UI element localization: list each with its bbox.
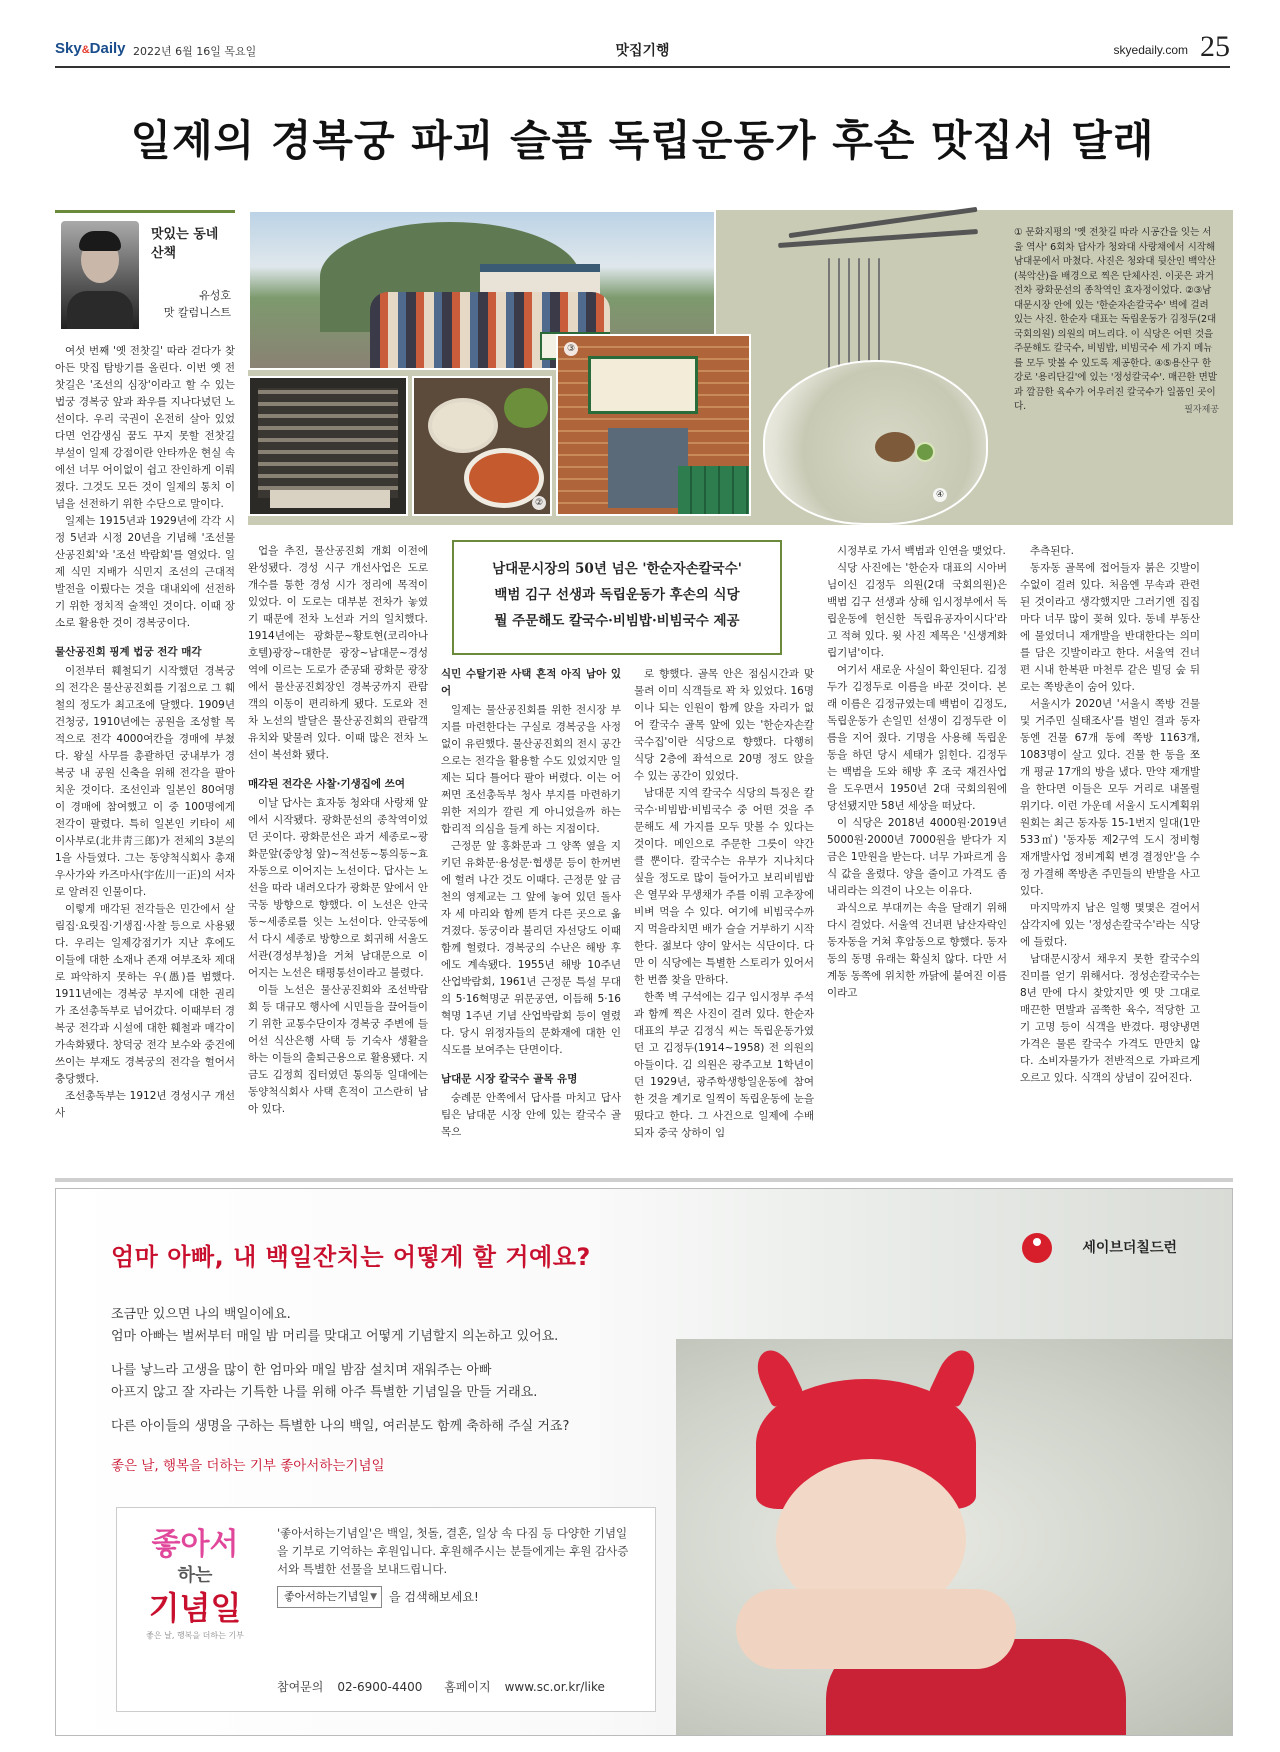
ad-body-line: 아프지 않고 잘 자라는 기특한 나를 위해 아주 특별한 기념일을 만들 거래요. [111, 1385, 538, 1400]
article-paragraph: 이렇게 매각된 전각들은 민간에서 살림집·요릿집·기생집·사찰 등으로 사용됐다. 우리는 일제강점기가 지난 후에도 이들에 대한 소재나 존재 여부조차 제대로 파악하지 못하는 우(愚)를 범했다. 1911년에는 경복궁 부지에 대한 권리가 조선총독부로 넘어갔다. 이때부터 경복궁 전각과 시설에 대한 훼철과 매각이 가속화됐다. 창덕궁 전각 보수와 중건에 쓰이는 부재도 경복궁의 전각을 헐어서 충당했다. [55, 903, 235, 1085]
website-link[interactable]: www.sc.or.kr/like [504, 1680, 605, 1694]
ad-brand: 세이브더칠드런 [1082, 1240, 1177, 1256]
page-number: 25 [1200, 30, 1230, 63]
article-paragraph: 이전부터 훼철되기 시작했던 경복궁의 전각은 물산공진회를 기점으로 그 훼철의 정도가 최고조에 달했다. 1909년 건청궁, 1910년에는 공원을 조성할 목적으로 전각 4000여칸을 경매에 부쳤다. 왕실 사무를 총괄하던 궁내부가 경복궁 내 공원 신축을 위해 전각을 팔아 치운 것이다. 조선인과 일본인 80여명이 경매에 참여했고 이 중 100명에게 전각이 팔렸다. 특히 일본인 키타이 세이사부로(北井靑三郎)가 전체의 3분의 1을 사들였다. 그는 동양척식회사 총재 우사가와 카즈마사(宇佐川一正)의 서자로 알려진 인물이다. [55, 665, 235, 898]
subheadline-box [452, 540, 782, 655]
columnist-role: 맛 칼럼니스트 [163, 306, 231, 319]
article-paragraph: 일제는 1915년과 1929년에 각각 시정 5년과 시정 20년을 기념해 '조선물산공진회'와 '조선 박람회'를 열었다. 일제 식민 지배가 식민지 조선의 근대적 발전을 이뤘다는 것을 대내외에 선전하기 위한 정치적 술책인 것이다. 이때 장소로 활용한 것이 경복궁이다. [55, 515, 235, 629]
logo-daily: Daily [89, 40, 126, 57]
search-box-value: 좋아서하는기념일 [284, 1590, 370, 1603]
columnist-photo [61, 221, 139, 329]
ad-tagline: 좋은 날, 행복을 더하는 기부 좋아서하는기념일 [111, 1458, 385, 1474]
article-paragraph: 과식으로 부대끼는 속을 달래기 위해 다시 걸었다. 서울역 건너편 남산자락인 동자동을 거쳐 후암동으로 향했다. 동자동의 동명 유래는 확실치 않다. 다만 서계동 동쪽에 위치한 까닭에 붙여진 이름이라고 [827, 902, 1007, 999]
article-column-5 [827, 543, 1007, 1166]
restaurant-front-photo [556, 334, 751, 516]
photo-number: ④ [933, 488, 947, 502]
campaign-logo-slogan: 좋은 날, 행복을 더하는 기부 [146, 1631, 244, 1640]
campaign-logo-line: 좋아서 [151, 1527, 239, 1562]
noodle-bowl-photo [763, 360, 988, 525]
article-subheading: 매각된 전각은 사찰·기생집에 쓰여 [248, 778, 405, 790]
article-paragraph: 일제는 물산공진회를 위한 전시장 부지를 마련한다는 구실로 경복궁을 사정없이 유린했다. 물산공진회의 전시 공간으로는 전각을 활용할 수도 있었지만 일제는 되다 틀어다 팔아 버렸다. 이는 어쩌면 조선총독부 청사 부지를 마련하기 위한 저의가 깔린 게 아니었을까 하는 합리적 의심을 들게 하는 지점이다. [441, 704, 621, 835]
ad-body-line: 다른 아이들의 생명을 구하는 특별한 나의 백일, 여러분도 함께 축하해 주실 거죠? [111, 1419, 570, 1434]
columnist-box [55, 210, 235, 334]
photo-credit: 필자제공 [1184, 405, 1219, 415]
ad-body-line: 나를 낳느라 고생을 많이 한 엄마와 매일 밤잠 설치며 재워주는 아빠 [111, 1363, 492, 1378]
baby-photo [676, 1339, 1233, 1736]
ad-body-line: 조금만 있으면 나의 백일이에요. [111, 1307, 291, 1322]
ad-title: 엄마 아빠, 내 백일잔치는 어떻게 할 거예요? [111, 1243, 591, 1271]
article-paragraph: 여섯 번째 '옛 전찻길' 따라 걷다가 찾아든 맛집 탐방기를 올린다. 이번 옛 전찻길은 '조선의 심장'이라고 할 수 있는 법궁 경복궁 앞과 좌우를 지나다녔던 노선이다. 우리 국권이 온전히 살아 있었다면 언감생심 꿈도 꾸지 못할 전찻길 부설이 일제 강점이란 안타까운 현실 속에선 너무 어이없이 쉽고 잔인하게 이뤄졌다. 그것도 모든 것이 일제의 통치 이념을 선전하기 위한 수단으로 말이다. [55, 345, 235, 510]
article-paragraph: 조선총독부는 1912년 경성시구 개선사 [55, 1090, 235, 1119]
article-paragraph: 추측된다. [1030, 545, 1074, 557]
phone-label: 참여문의 [277, 1680, 324, 1694]
photo-caption: ① 문화지평의 '옛 전찻길 따라 시공간을 잇는 서울 역사' 6회차 답사가 청와대 사랑채에서 시작해 남대문에서 마쳤다. 사진은 청와대 뒷산인 백악산(북악산)을 배경으로 찍은 단체사진. 이곳은 과거 전차 광화문선의 종착역인 효자정이었다. ②③남대문시장 안에 있는 '한순자손칼국수' 벽에 걸려 있는 사진. 한순자 대표는 독립운동가 김정두(2대 국회의원) 의원의 며느리다. 이 식당은 어떤 것을 주문해도 칼국수, 비빔밥, 비빔국수 세 가지 메뉴를 모두 맛볼 수 있도록 제공한다. ④⑤용산구 한강로 '용리단길'에 있는 '정성칼국수'. 매끈한 면발과 깔끔한 육수가 어우러진 칼국수가 일품인 곳이다. [1014, 227, 1217, 412]
article-paragraph: 근정문 앞 홍화문과 그 양쪽 옆을 지키던 유화문·용성문·협생문 등이 한꺼번에 헐려 나간 것도 이때다. 근정문 앞 금천의 영제교는 그 앞에 놓여 있던 돌사자 세 마리와 함께 뜯겨 다른 곳으로 옮겨졌다. 동궁이라 불리던 자선당도 이때 함께 헐렸다. 경복궁의 수난은 해방 후에도 계속됐다. 1955년 해방 10주년 산업박람회, 1961년 근정문 특설 무대의 5·16혁명군 위문공연, 이듬해 5·16혁명 1주년 기념 산업박람회 등이 열렸다. 당시 위정자들의 문화재에 대한 인식도를 보여주는 단면이다. [441, 840, 621, 1056]
site-url[interactable]: skyedaily.com [1113, 43, 1188, 57]
article-subheading: 남대문 시장 칼국수 골목 유명 [441, 1073, 578, 1085]
article-subheading: 식민 수탈기관 사택 흔적 아직 남아 있어 [441, 668, 621, 697]
article-column-1 [55, 343, 235, 1166]
article-paragraph: 숭례문 안쪽에서 답사를 마치고 답사팀은 남대문 시장 안에 있는 칼국수 골목으 [441, 1092, 621, 1138]
food-photo [412, 376, 552, 516]
photo-number: ② [532, 496, 546, 510]
ad-separator [55, 1178, 1233, 1182]
article-column-6 [1020, 543, 1200, 1166]
article-paragraph: 마지막까지 남은 일행 몇몇은 걸어서 삼각지에 있는 '정성손칼국수'라는 식당에 들렀다. [1020, 902, 1200, 948]
article-paragraph: 이들 노선은 물산공진회와 조선박람회 등 대규모 행사에 시민들을 끌어들이기 위한 교통수단이자 경복궁 주변에 들어선 식산은행 사택 등 기숙사 생활을 하는 이들의 출퇴근용으로 활용됐다. 지금도 김정희 집터였던 통의동 일대에는 동양척식회사 사택 흔적이 고스란히 남아 있다. [248, 984, 428, 1115]
publication-date: 2022년 6월 16일 목요일 [133, 45, 257, 58]
article-paragraph: 이 식당은 2018년 4000원·2019년 5000원·2000년 7000원을 받다가 지금은 1만원을 받는다. 너무 가파르게 음식 값을 올렸다. 양을 줄이고 가격도 좀 내리라는 의견이 나오는 이유다. [827, 817, 1007, 897]
logo-amp: & [81, 44, 90, 56]
article-paragraph: 업을 추진, 물산공진회 개회 이전에 완성됐다. 경성 시구 개선사업은 도로 개수를 통한 경성 시가 정리에 목적이 있었다. 이 도로는 대부분 전차가 놓였기 때문에 전차 노선과 거의 일치했다. 1914년에는 광화문~황토현(코리아나호텔)광장~대한문 광장~남대문~경성역에 이르는 도로가 준공돼 광화문 광장에서 물산공진회장인 경복궁까지 관람객의 이동이 편리하게 됐다. 도로와 전차 노선의 발달은 물산공진회의 관람객 유치와 맞물려 있다. 이때 많은 전차 노선이 복선화 됐다. [248, 545, 428, 761]
search-instruction: 을 검색해보세요! [389, 1590, 479, 1604]
article-paragraph: 남대문시장서 채우지 못한 칼국수의 진미를 얻기 위해서다. 정성손칼국수는 8년 만에 다시 찾았지만 옛 맛 그대로 매끈한 면발과 곰쭉한 육수, 적당한 고기 고명 등이 식객을 반겼다. 평양냉면 가격은 물론 칼국수 가격도 만만치 않다. 소비자물가가 전반적으로 가파르게 오르고 있다. 식객의 상념이 깊어진다. [1020, 953, 1200, 1084]
save-the-children-logo-icon [1022, 1233, 1052, 1263]
campaign-logo-line: 하는 [177, 1565, 213, 1586]
article-paragraph: 로 향했다. 골목 안은 점심시간과 맞물려 이미 식객들로 꽉 차 있었다. 16명이나 되는 인원이 함께 앉을 자리가 없어 칼국수 골목 앞에 있는 '한순자손칼국수집'이란 식당으로 향했다. 다행히 식당 2층에 좌석으로 20명 정도 앉을 수 있는 공간이 있었다. [634, 668, 814, 782]
logo-sky: Sky [55, 40, 82, 57]
columnist-name: 유성호 [199, 289, 231, 302]
article-paragraph: 동자동 골목에 접어들자 붉은 깃발이 수없이 걸려 있다. 처음엔 무속과 관련된 것이라고 생각했지만 그러기엔 집집마다 너무 많이 꽂혀 있다. 동네 부동산에 물었더니 재개발을 반대한다는 의미를 담은 깃발이라고 한다. 서울역 건너편 시내 한복판 마천루 같은 빌딩 숲 뒤로는 쪽방촌이 숨어 있다. [1020, 562, 1200, 693]
article-subheading: 물산공진회 핑계 법궁 전각 매각 [55, 646, 202, 658]
article-paragraph: 이날 답사는 효자동 청와대 사랑채 앞에서 시작됐다. 광화문선의 종착역이었던 곳이다. 광화문선은 과거 세종로~광화문앞(중앙청 앞)~적선동~통의동~효자동으로 이어지는 노선이다. 답사는 노선을 따라 내려오다가 광화문 앞에서 안국동 방향으로 향했다. 이 노선은 안국동~세종로를 잇는 노선이다. 안국동에서 다시 세종로 방향으로 회귀해 서울도서관(경성부청)을 거쳐 남대문으로 이어지는 노선은 태평통선이라고 불렸다. [248, 797, 428, 979]
subheadline: 뭘 주문해도 칼국수·비빔밥·비빔국수 제공 [494, 613, 740, 629]
masthead [55, 28, 1230, 68]
search-box[interactable] [277, 1586, 382, 1608]
advertisement[interactable] [55, 1188, 1233, 1736]
article-paragraph: 여기서 새로운 사실이 확인된다. 김정두가 김정두로 이름을 바꾼 것이다. 본래 이름은 김정규였는데 백범이 김정도, 독립운동가 손일민 선생이 김정두란 이름을 지어 줬다. 기명을 사용해 독립운동을 하던 당시 세태가 읽힌다. 김정두는 백범을 도와 해방 후 조국 재건사업을 도우면서 1950년 2대 국회의원에 당선됐지만 58년 세상을 떠났다. [827, 664, 1007, 812]
dropdown-caret-icon: ▼ [370, 1592, 377, 1602]
section-title: 맛집기행 [615, 43, 670, 59]
subheadline: 백범 김구 선생과 독립운동가 후손의 식당 [494, 587, 740, 603]
article-column-2 [248, 543, 428, 1166]
campaign-logo [135, 1526, 255, 1676]
article-column-3 [441, 666, 621, 1166]
ad-body-line: 엄마 아빠는 벌써부터 매일 밤 머리를 맞대고 어떻게 기념할지 의논하고 있어요. [111, 1329, 559, 1344]
campaign-logo-line: 기념일 [148, 1589, 242, 1627]
phone-number[interactable]: 02-6900-4400 [337, 1680, 423, 1694]
subheadline: 남대문시장의 50년 넘은 '한순자손칼국수' [492, 561, 742, 577]
article-column-4 [634, 666, 814, 1166]
series-title: 맛있는 동네 산책 [151, 227, 219, 261]
photo-area [248, 210, 1233, 525]
ad-info-card [116, 1507, 656, 1712]
historic-photo [248, 376, 408, 516]
photo-number: ③ [564, 342, 578, 356]
article-paragraph: 남대문 지역 칼국수 식당의 특징은 칼국수·비빔밥·비빔국수 중 어떤 것을 주문해도 세 가지를 모두 맛볼 수 있다는 것이다. 메인으로 주문한 그릇이 약간 클 뿐이다. 칼국수는 유부가 지나치다 싶을 정도로 많이 들어가고 보리비빔밥은 열무와 무생채가 주를 이뤄 고추장에 비벼 먹을 수 있다. 여기에 비빔국수까지 먹을라치면 배가 슬슬 거부하기 시작한다. 젊보다 양이 앞서는 식단이다. 다만 이 식당에는 특별한 스토리가 있어서 한 번쯤 찾을 만하다. [634, 787, 814, 986]
article-paragraph: 서울시가 2020년 '서울시 쪽방 건물 및 거주민 실태조사'를 벌인 결과 동자동엔 건물 67개 동에 쪽방 1163개, 1083명이 살고 있다. 건물 한 동을 쪼개 평균 17개의 방을 냈다. 만약 재개발을 한다면 이들은 모두 거리로 내몰릴 위기다. 이런 가운데 서울시 도시계획위원회는 최근 동자동 15-1번지 일대(1만533㎡) '동자동 제2구역 도시 정비형 재개발사업 정비계획 변경 결정안'을 수정 가결해 쪽방촌 주민들의 반발을 사고 있다. [1020, 698, 1200, 897]
columnist-byline [164, 287, 231, 321]
ad-body [111, 1304, 671, 1450]
article-paragraph: 식당 사진에는 '한순자 대표의 시아버님이신 김정두 의원(2대 국회의원)은 백범 김구 선생과 상해 임시정부에서 독립운동에 헌신한 독립유공자이시다'라고 적혀 있다. 윗 사진 제목은 '신생계화립기념'이다. [827, 562, 1007, 659]
website-label: 홈페이지 [444, 1680, 491, 1694]
headline: 일제의 경복궁 파괴 슬픔 독립운동가 후손 맛집서 달래 [130, 116, 1155, 165]
campaign-description: '좋아서하는기념일'은 백일, 첫돌, 결혼, 일상 속 다짐 등 다양한 기념일을 기부로 기억하는 후원입니다. 후원해주시는 분들에게는 후원 감사증서와 특별한 선물을 보내드립니다. [277, 1526, 629, 1576]
article-paragraph: 한쪽 벽 구석에는 김구 임시정부 주석과 함께 찍은 사진이 걸려 있다. 한순자 대표의 부군 김정식 씨는 독립운동가였던 고 김정두(1914~1958) 전 의원의 아들이다. 김 의원은 광주고보 1학년이던 1929년, 광주학생항일운동에 참여한 것을 계기로 일찍이 독립운동에 눈을 떴다고 한다. 그 사건으로 일제에 수배되자 중국 상하이 임 [634, 991, 814, 1139]
contact-info [277, 1678, 619, 1695]
article-paragraph: 시정부로 가서 백범과 인연을 맺었다. [837, 545, 1006, 557]
